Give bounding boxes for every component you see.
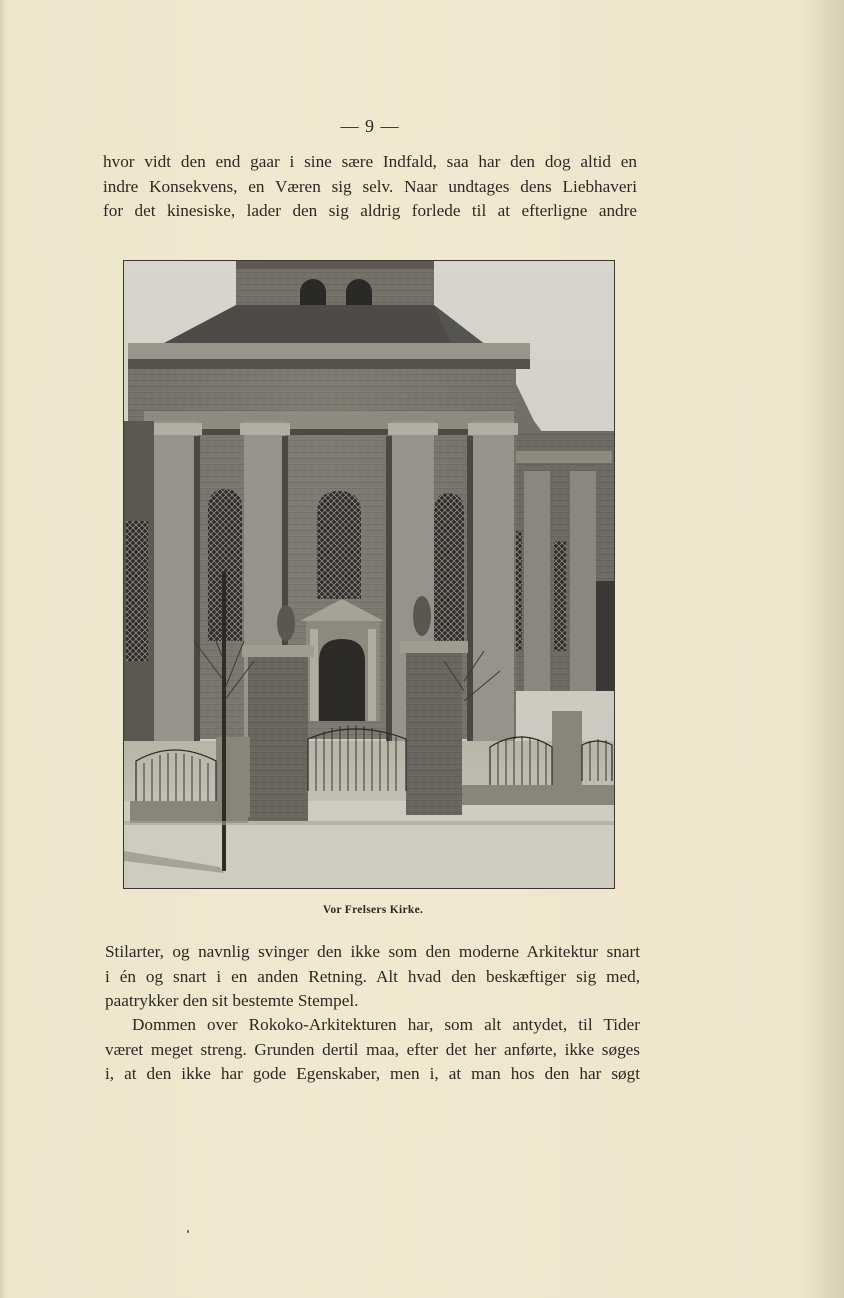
- church-photograph: [123, 260, 615, 889]
- text-line: indre Konsekvens, en Væren sig selv. Naar undtages dens Liebhaveri: [103, 176, 637, 196]
- text-line: Stilarter, og navnlig svinger den ikke som den moderne Arkitektur snart: [105, 942, 640, 961]
- text-line: Dommen over Rokoko-Arkitekturen har, som alt antydet, til Tider: [132, 1015, 640, 1034]
- church-illustration: [124, 261, 614, 888]
- text-line: paatrykker den sit bestemte Stempel.: [105, 991, 359, 1011]
- page-number: — 9 —: [340, 116, 400, 136]
- paragraph-bottom: [105, 1013, 640, 1087]
- text-line: i, at den ikke har gode Egenskaber, men i, at man hos den har søgt: [105, 1064, 640, 1084]
- paper-speck: [187, 1230, 189, 1233]
- paragraph-middle: [105, 940, 640, 1014]
- paragraph-top: [103, 150, 637, 224]
- figure-caption: Vor Frelsers Kirke.: [322, 904, 424, 916]
- text-line: for det kinesiske, lader den sig aldrig forlede til at efterligne andre: [103, 201, 637, 221]
- text-line: i én og snart i en anden Retning. Alt hvad den beskæftiger sig med,: [105, 966, 640, 986]
- text-line: været meget streng. Grunden dertil maa, efter det her anførte, ikke søges: [105, 1039, 640, 1059]
- text-line: hvor vidt den end gaar i sine sære Indfald, saa har den dog altid en: [103, 152, 637, 171]
